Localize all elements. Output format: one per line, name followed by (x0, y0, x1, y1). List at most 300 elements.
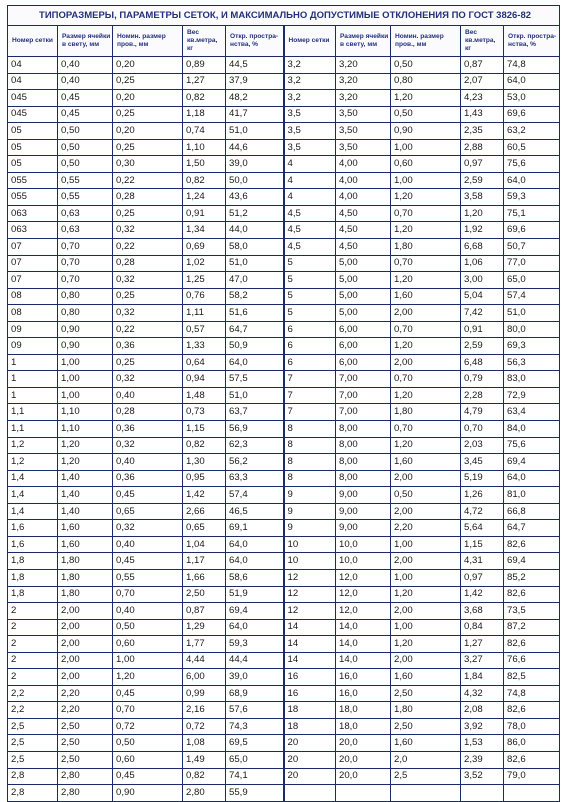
cell-weight-right: 6,48 (461, 354, 504, 371)
cell-open-area-right: 78,0 (504, 718, 560, 735)
cell-open-area-right: 69,6 (504, 222, 560, 239)
cell-cell-size: 0,80 (58, 305, 113, 322)
cell-cell-size: 2,50 (58, 751, 113, 768)
cell-mesh-number: 07 (8, 255, 58, 272)
header-mesh-number: Номер сетки (8, 26, 58, 57)
cell-mesh-number: 1 (8, 371, 58, 388)
cell-mesh-number: 2,8 (8, 785, 58, 802)
cell-mesh-number-right: 9 (284, 520, 336, 537)
cell-open-area: 63,7 (226, 404, 284, 421)
cell-wire-size: 1,00 (113, 652, 183, 669)
cell-cell-size: 1,00 (58, 387, 113, 404)
header-mesh-number-right: Номер сетки (284, 26, 336, 57)
cell-wire-size-right: 1,80 (391, 239, 461, 256)
cell-mesh-number-right: 5 (284, 255, 336, 272)
cell-cell-size-right: 3,20 (336, 57, 391, 74)
cell-open-area-right: 65,0 (504, 272, 560, 289)
cell-weight: 0,94 (183, 371, 226, 388)
cell-open-area: 51,0 (226, 123, 284, 140)
header-wire-size-right: Номин. размер пров., мм (391, 26, 461, 57)
cell-mesh-number: 09 (8, 321, 58, 338)
cell-mesh-number-right: 8 (284, 454, 336, 471)
table-row (8, 106, 560, 123)
cell-mesh-number: 055 (8, 189, 58, 206)
cell-cell-size: 1,00 (58, 371, 113, 388)
cell-wire-size-right: 0,70 (391, 205, 461, 222)
cell-mesh-number: 1,1 (8, 404, 58, 421)
cell-open-area: 47,0 (226, 272, 284, 289)
cell-mesh-number-right: 6 (284, 354, 336, 371)
cell-mesh-number: 2,5 (8, 751, 58, 768)
table-row (8, 222, 560, 239)
cell-open-area: 50,9 (226, 338, 284, 355)
cell-wire-size-right: 2,0 (391, 751, 461, 768)
cell-open-area-right: 72,9 (504, 387, 560, 404)
cell-weight-right: 3,52 (461, 768, 504, 785)
cell-wire-size: 0,50 (113, 619, 183, 636)
cell-weight: 0,82 (183, 90, 226, 107)
cell-weight-right: 2,88 (461, 139, 504, 156)
cell-mesh-number-right: 9 (284, 503, 336, 520)
cell-cell-size: 2,00 (58, 619, 113, 636)
cell-cell-size: 1,10 (58, 421, 113, 438)
cell-open-area-right: 63,2 (504, 123, 560, 140)
cell-open-area-right: 69,4 (504, 454, 560, 471)
cell-cell-size: 2,00 (58, 669, 113, 686)
cell-mesh-number-right: 4 (284, 156, 336, 173)
table-row (8, 73, 560, 90)
table-row (8, 272, 560, 289)
cell-mesh-number-right: 16 (284, 669, 336, 686)
cell-open-area-right: 50,7 (504, 239, 560, 256)
cell-mesh-number: 2,5 (8, 718, 58, 735)
table-row (8, 702, 560, 719)
cell-cell-size: 0,50 (58, 123, 113, 140)
cell-wire-size: 0,20 (113, 123, 183, 140)
cell-mesh-number: 1,8 (8, 586, 58, 603)
cell-weight: 0,91 (183, 205, 226, 222)
cell-open-area: 57,5 (226, 371, 284, 388)
cell-open-area-right: 57,4 (504, 288, 560, 305)
cell-open-area-right: 66,8 (504, 503, 560, 520)
table-row (8, 172, 560, 189)
cell-open-area-right: 87,2 (504, 619, 560, 636)
cell-mesh-number-right: 4,5 (284, 239, 336, 256)
cell-weight-right: 3,92 (461, 718, 504, 735)
cell-cell-size: 0,45 (58, 106, 113, 123)
cell-mesh-number-right: 3,5 (284, 139, 336, 156)
cell-weight-right: 5,04 (461, 288, 504, 305)
cell-open-area-right: 84,0 (504, 421, 560, 438)
cell-wire-size-right: 2,50 (391, 718, 461, 735)
cell-wire-size-right: 1,60 (391, 735, 461, 752)
cell-weight-right: 1,53 (461, 735, 504, 752)
cell-wire-size-right: 1,60 (391, 288, 461, 305)
cell-wire-size-right: 1,00 (391, 139, 461, 156)
cell-open-area: 63,3 (226, 470, 284, 487)
cell-mesh-number: 1 (8, 387, 58, 404)
table-row (8, 503, 560, 520)
cell-cell-size: 0,55 (58, 172, 113, 189)
cell-open-area-right: 75,6 (504, 437, 560, 454)
cell-cell-size-right: 3,50 (336, 106, 391, 123)
cell-open-area: 37,9 (226, 73, 284, 90)
cell-open-area: 64,0 (226, 553, 284, 570)
cell-weight-right: 3,58 (461, 189, 504, 206)
cell-open-area-right: 69,3 (504, 338, 560, 355)
cell-wire-size-right: 0,80 (391, 73, 461, 90)
cell-weight: 1,33 (183, 338, 226, 355)
cell-open-area-right: 80,0 (504, 321, 560, 338)
cell-weight-right: 2,28 (461, 387, 504, 404)
cell-cell-size: 1,80 (58, 586, 113, 603)
cell-mesh-number: 09 (8, 338, 58, 355)
cell-cell-size-right: 8,00 (336, 470, 391, 487)
cell-open-area: 69,4 (226, 603, 284, 620)
cell-weight-right: 3,68 (461, 603, 504, 620)
cell-cell-size-right: 7,00 (336, 371, 391, 388)
table-row (8, 90, 560, 107)
cell-open-area-right: 64,0 (504, 172, 560, 189)
cell-wire-size: 0,28 (113, 189, 183, 206)
cell-weight: 0,87 (183, 603, 226, 620)
cell-mesh-number-right: 5 (284, 305, 336, 322)
cell-open-area-right: 56,3 (504, 354, 560, 371)
cell-cell-size: 1,60 (58, 536, 113, 553)
cell-wire-size-right: 1,00 (391, 569, 461, 586)
cell-cell-size-right: 4,50 (336, 205, 391, 222)
cell-open-area: 51,0 (226, 255, 284, 272)
header-cell-size: Размер ячейки в свету, мм (58, 26, 113, 57)
cell-cell-size: 0,70 (58, 239, 113, 256)
cell-cell-size-right: 3,50 (336, 123, 391, 140)
cell-wire-size: 0,20 (113, 90, 183, 107)
cell-wire-size-right: 1,80 (391, 404, 461, 421)
cell-weight: 0,89 (183, 57, 226, 74)
cell-mesh-number: 2 (8, 603, 58, 620)
cell-cell-size: 2,00 (58, 603, 113, 620)
cell-open-area: 51,9 (226, 586, 284, 603)
table-row (8, 255, 560, 272)
cell-wire-size-right: 2,00 (391, 652, 461, 669)
header-cell-size-right: Размер ячейки в свету, мм (336, 26, 391, 57)
cell-mesh-number: 1,4 (8, 503, 58, 520)
cell-wire-size-right: 2,20 (391, 520, 461, 537)
cell-weight: 1,10 (183, 139, 226, 156)
cell-wire-size: 0,36 (113, 338, 183, 355)
cell-weight: 0,82 (183, 768, 226, 785)
table-row (8, 354, 560, 371)
cell-weight: 2,80 (183, 785, 226, 802)
cell-weight: 1,25 (183, 272, 226, 289)
cell-weight: 1,34 (183, 222, 226, 239)
cell-cell-size: 1,20 (58, 437, 113, 454)
cell-open-area-right: 53,0 (504, 90, 560, 107)
cell-wire-size: 0,40 (113, 454, 183, 471)
table-row (8, 387, 560, 404)
cell-weight-right: 5,19 (461, 470, 504, 487)
cell-wire-size-right: 2,00 (391, 470, 461, 487)
cell-wire-size-right: 1,80 (391, 702, 461, 719)
table-row (8, 685, 560, 702)
cell-wire-size: 0,45 (113, 553, 183, 570)
cell-open-area: 68,9 (226, 685, 284, 702)
cell-cell-size: 2,00 (58, 636, 113, 653)
cell-open-area: 44,5 (226, 57, 284, 74)
cell-weight: 1,11 (183, 305, 226, 322)
cell-weight: 0,82 (183, 437, 226, 454)
cell-cell-size-right: 3,20 (336, 73, 391, 90)
cell-open-area-right: 82,6 (504, 586, 560, 603)
cell-open-area-right: 76,6 (504, 652, 560, 669)
cell-wire-size: 0,40 (113, 387, 183, 404)
cell-cell-size: 2,80 (58, 785, 113, 802)
cell-open-area: 64,0 (226, 536, 284, 553)
cell-mesh-number: 05 (8, 123, 58, 140)
cell-cell-size-right: 10,0 (336, 536, 391, 553)
cell-weight-right: 2,07 (461, 73, 504, 90)
header-weight: Вес кв.метра, кг (183, 26, 226, 57)
cell-cell-size: 2,20 (58, 685, 113, 702)
cell-mesh-number-right: 3,5 (284, 123, 336, 140)
cell-cell-size-right: 4,00 (336, 156, 391, 173)
cell-wire-size-right: 1,20 (391, 387, 461, 404)
cell-cell-size: 0,63 (58, 222, 113, 239)
cell-cell-size: 1,80 (58, 553, 113, 570)
cell-weight-right: 4,31 (461, 553, 504, 570)
cell-cell-size: 0,90 (58, 321, 113, 338)
cell-mesh-number: 2 (8, 619, 58, 636)
cell-open-area: 51,0 (226, 387, 284, 404)
cell-mesh-number: 1,1 (8, 421, 58, 438)
cell-weight-right: 1,27 (461, 636, 504, 653)
cell-weight-right: 4,79 (461, 404, 504, 421)
cell-cell-size: 1,80 (58, 569, 113, 586)
cell-weight-right: 2,59 (461, 338, 504, 355)
cell-wire-size-right: 1,60 (391, 454, 461, 471)
cell-wire-size-right: 1,60 (391, 669, 461, 686)
cell-cell-size: 0,40 (58, 57, 113, 74)
cell-weight: 1,15 (183, 421, 226, 438)
cell-wire-size: 0,22 (113, 321, 183, 338)
cell-cell-size-right: 9,00 (336, 520, 391, 537)
cell-wire-size: 0,55 (113, 569, 183, 586)
cell-mesh-number: 1,6 (8, 520, 58, 537)
header-open-area-right: Откр. простра-нства, % (504, 26, 560, 57)
cell-weight-right (461, 785, 504, 802)
cell-mesh-number-right (284, 785, 336, 802)
cell-weight: 0,72 (183, 718, 226, 735)
table-row (8, 321, 560, 338)
cell-weight: 0,64 (183, 354, 226, 371)
cell-open-area-right (504, 785, 560, 802)
cell-mesh-number: 07 (8, 272, 58, 289)
cell-cell-size: 1,20 (58, 454, 113, 471)
cell-weight-right: 3,45 (461, 454, 504, 471)
cell-open-area-right: 51,0 (504, 305, 560, 322)
cell-mesh-number-right: 12 (284, 569, 336, 586)
cell-weight: 0,74 (183, 123, 226, 140)
cell-cell-size-right: 14,0 (336, 636, 391, 653)
cell-weight: 1,48 (183, 387, 226, 404)
cell-mesh-number-right: 8 (284, 470, 336, 487)
cell-wire-size: 0,25 (113, 106, 183, 123)
cell-wire-size-right: 1,00 (391, 172, 461, 189)
cell-open-area: 59,3 (226, 636, 284, 653)
cell-weight: 1,77 (183, 636, 226, 653)
cell-mesh-number-right: 5 (284, 288, 336, 305)
cell-wire-size: 0,32 (113, 305, 183, 322)
cell-open-area: 58,0 (226, 239, 284, 256)
cell-open-area: 43,6 (226, 189, 284, 206)
cell-cell-size: 0,50 (58, 139, 113, 156)
cell-wire-size-right: 2,00 (391, 354, 461, 371)
cell-cell-size: 0,80 (58, 288, 113, 305)
cell-wire-size: 0,32 (113, 272, 183, 289)
cell-weight-right: 1,26 (461, 487, 504, 504)
table-row (8, 371, 560, 388)
cell-mesh-number: 045 (8, 90, 58, 107)
cell-open-area: 57,4 (226, 487, 284, 504)
cell-cell-size-right: 5,00 (336, 305, 391, 322)
cell-mesh-number-right: 4,5 (284, 205, 336, 222)
cell-mesh-number: 1,2 (8, 437, 58, 454)
cell-mesh-number-right: 4 (284, 172, 336, 189)
table-row (8, 735, 560, 752)
cell-cell-size-right: 12,0 (336, 586, 391, 603)
cell-wire-size: 0,45 (113, 768, 183, 785)
cell-weight-right: 0,87 (461, 57, 504, 74)
cell-wire-size-right: 1,20 (391, 90, 461, 107)
cell-cell-size-right: 6,00 (336, 354, 391, 371)
cell-wire-size: 0,50 (113, 735, 183, 752)
cell-mesh-number-right: 6 (284, 338, 336, 355)
cell-wire-size-right: 0,70 (391, 321, 461, 338)
cell-open-area: 58,2 (226, 288, 284, 305)
cell-mesh-number-right: 4,5 (284, 222, 336, 239)
table-row (8, 205, 560, 222)
cell-open-area: 56,2 (226, 454, 284, 471)
cell-weight: 1,18 (183, 106, 226, 123)
cell-weight: 1,42 (183, 487, 226, 504)
cell-open-area: 39,0 (226, 669, 284, 686)
cell-weight-right: 0,91 (461, 321, 504, 338)
cell-open-area: 48,2 (226, 90, 284, 107)
cell-open-area: 50,0 (226, 172, 284, 189)
cell-open-area: 69,5 (226, 735, 284, 752)
cell-mesh-number-right: 3,2 (284, 57, 336, 74)
cell-open-area: 64,0 (226, 354, 284, 371)
cell-weight-right: 1,06 (461, 255, 504, 272)
cell-wire-size: 0,40 (113, 536, 183, 553)
table-row (8, 139, 560, 156)
cell-open-area-right: 85,2 (504, 569, 560, 586)
cell-weight-right: 2,59 (461, 172, 504, 189)
cell-weight-right: 2,08 (461, 702, 504, 719)
cell-mesh-number-right: 12 (284, 586, 336, 603)
cell-weight-right: 0,70 (461, 421, 504, 438)
cell-wire-size-right: 0,50 (391, 487, 461, 504)
cell-cell-size-right: 7,00 (336, 387, 391, 404)
cell-wire-size-right: 1,20 (391, 586, 461, 603)
cell-mesh-number: 05 (8, 156, 58, 173)
cell-mesh-number: 1,6 (8, 536, 58, 553)
table-row (8, 768, 560, 785)
cell-wire-size: 0,60 (113, 751, 183, 768)
cell-cell-size-right: 20,0 (336, 735, 391, 752)
cell-mesh-number: 045 (8, 106, 58, 123)
cell-cell-size-right: 5,00 (336, 255, 391, 272)
cell-mesh-number: 2,2 (8, 702, 58, 719)
cell-open-area-right: 59,3 (504, 189, 560, 206)
cell-open-area: 64,7 (226, 321, 284, 338)
table-row (8, 437, 560, 454)
cell-open-area: 51,2 (226, 205, 284, 222)
cell-open-area-right: 69,4 (504, 553, 560, 570)
cell-weight: 1,02 (183, 255, 226, 272)
cell-cell-size-right: 4,50 (336, 239, 391, 256)
cell-cell-size-right: 9,00 (336, 487, 391, 504)
cell-weight: 1,29 (183, 619, 226, 636)
cell-cell-size: 2,80 (58, 768, 113, 785)
cell-cell-size: 0,90 (58, 338, 113, 355)
cell-open-area-right: 73,5 (504, 603, 560, 620)
cell-open-area: 55,9 (226, 785, 284, 802)
cell-wire-size: 0,45 (113, 487, 183, 504)
cell-cell-size-right: 5,00 (336, 272, 391, 289)
cell-mesh-number: 2,5 (8, 735, 58, 752)
cell-weight: 1,17 (183, 553, 226, 570)
cell-weight: 0,69 (183, 239, 226, 256)
cell-open-area-right: 82,6 (504, 751, 560, 768)
cell-weight-right: 0,79 (461, 371, 504, 388)
cell-mesh-number: 2 (8, 652, 58, 669)
cell-cell-size: 2,50 (58, 735, 113, 752)
cell-cell-size-right: 4,00 (336, 172, 391, 189)
cell-mesh-number-right: 3,2 (284, 90, 336, 107)
cell-weight-right: 0,97 (461, 156, 504, 173)
cell-cell-size: 0,70 (58, 272, 113, 289)
cell-cell-size: 1,40 (58, 503, 113, 520)
cell-cell-size-right: 8,00 (336, 454, 391, 471)
cell-cell-size-right: 14,0 (336, 652, 391, 669)
cell-open-area: 44,6 (226, 139, 284, 156)
cell-open-area-right: 74,8 (504, 685, 560, 702)
table-row (8, 718, 560, 735)
cell-open-area: 69,1 (226, 520, 284, 537)
cell-wire-size-right: 0,70 (391, 421, 461, 438)
cell-open-area: 39,0 (226, 156, 284, 173)
cell-wire-size: 0,72 (113, 718, 183, 735)
table-row (8, 785, 560, 802)
table-row (8, 288, 560, 305)
cell-mesh-number-right: 14 (284, 652, 336, 669)
cell-wire-size: 0,25 (113, 205, 183, 222)
cell-wire-size-right: 1,20 (391, 272, 461, 289)
cell-mesh-number: 2 (8, 669, 58, 686)
cell-cell-size: 1,40 (58, 470, 113, 487)
cell-wire-size-right (391, 785, 461, 802)
table-row (8, 652, 560, 669)
cell-cell-size: 1,00 (58, 354, 113, 371)
cell-mesh-number: 1 (8, 354, 58, 371)
cell-wire-size: 0,22 (113, 239, 183, 256)
cell-mesh-number-right: 18 (284, 718, 336, 735)
cell-open-area: 74,3 (226, 718, 284, 735)
cell-mesh-number-right: 4 (284, 189, 336, 206)
cell-weight-right: 4,23 (461, 90, 504, 107)
cell-open-area-right: 86,0 (504, 735, 560, 752)
